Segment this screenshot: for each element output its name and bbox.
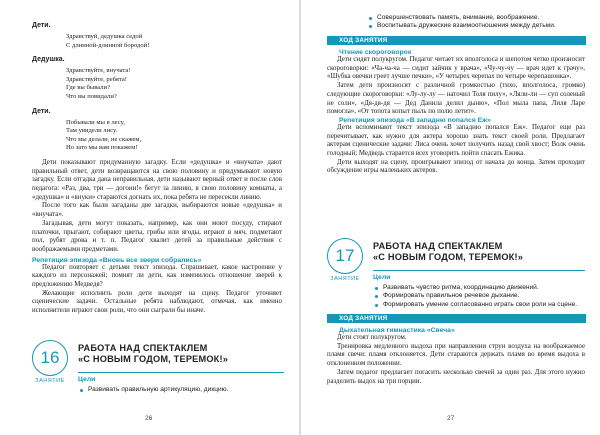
paragraph: Желающие исполнить роли дети выходят на сцену. Педагог уточняет сценические задачи. Остальные ребята наблюдают, отмечая, как именно исполнители играют свои роли, что они сыграли бы иначе. [32,289,282,315]
paragraph: Дети стоят полукругом. [337,334,407,341]
goal-item: Развивать правильную артикуляцию, дикцию. [78,386,284,394]
lesson-title: РАБОТА НАД СПЕКТАКЛЕМ «С НОВЫМ ГОДОМ, ТЕРЕМОК!» [78,343,229,364]
goal-item: Развивать чувство ритма, координацию движений. [373,284,585,292]
paragraph: Затем дети произносят с различной громкостью (тихо, вполголоса, громко) следующие скороговорки: «Лу-лу-лу — наточил Толя пилу», «Ляли-ли — суп соленый не соли», «Дя-дя-дя — Дед Данила делил дыню», «Пол мыла папа, Лиля Ларе помогла», «От топота копыт пыль по полю летит». [327,82,585,116]
paragraph: Тренировка медленного выдоха при направлении струи воздуха на воображаемое пламя свечи: пламя отклоняется. Дети стараются держать пламя во время выдоха в отклоненном положении. [327,342,585,368]
right-page [301,0,600,435]
lesson-caption: ЗАНЯТИЕ [330,276,360,282]
lesson-caption: ЗАНЯТИЕ [35,378,65,384]
top-goals-list [367,14,585,31]
right-text-column [327,49,585,176]
paragraph: Дети сидят полукругом. Педагог читает их вполголоса и шепотом четко произносит скороговорки: «Ча-ча-ча — сидит зайчик у врача», «Чу-чу-чу — врач идет к грачу», «Шубка овечки греет лучше печки», «У четырех черепах по четыре черепашонка». [327,56,585,81]
goals-list [78,386,284,394]
paragraph: Дети выходят на сцену, проигрывают эпизод от начала до конца. Затем проходит обсуждение игры маленьких актеров. [327,158,585,175]
goals-label: Цели [78,376,96,383]
goals-list [373,284,585,309]
page-number: 26 [145,415,153,422]
poem-role-children: Дети. [32,107,51,115]
section-bar: ХОД ЗАНЯТИЯ [327,314,586,323]
paragraph: Дети вспоминают текст эпизода «В западню попался Еж». Педагог еще раз перечитывает, как нужно для актера хорошо знать текст своей роли. Предлагает актерам сценические задачи: Лиса очень хочет получить назад свой хвост; Волк очень голодный; Медведь старается всех уговорить пойти спасать Ежика. [327,123,585,158]
poem-role-grandfather: Дедушка. [32,56,65,64]
poem-verse: Здравствуй, дедушка седой С длинной-длинной бородой! [66,33,150,49]
poem-role-children: Дети. [32,22,51,29]
paragraph: После того как были загаданы две загадки, выбираются новые «дедушка» и «внучата». [32,202,282,219]
subheading: Чтение скороговорок [339,49,412,56]
poem-verse: Побывали мы в лесу, Там увидели лису. Что мы делали, не скажем, Но зато мы вам покажем! [66,118,142,152]
paragraph: Загадывая, дети могут показать, например, как они моют посуду, стирают платочки, прыгают, собирают цветы, грибы или ягоды, играют в мяч, подметают пол, рубят дрова и т. п. Педагог хвалит детей за правильные действия с воображаемыми предметами. [32,219,282,253]
subheading: Репетиция эпизода «В западню попался Еж» [339,116,491,124]
lesson-number-circle: 17 [327,238,363,274]
divider-line [373,270,585,271]
goal-item: Формировать умение согласованно играть свои роли на сцене. [373,301,585,309]
section-bar: ХОД ЗАНЯТИЯ [327,36,586,45]
divider-line [78,372,284,373]
goal-item: Воспитывать дружеские взаимоотношения между детьми. [367,22,585,30]
right-text-column-2 [327,327,585,386]
goal-item: Формировать правильное речевое дыхание. [373,292,585,300]
paragraph: Затем педагог предлагает погасить несколько свечей за один раз. Для этого нужно разделить выдох на три порции. [327,368,585,385]
paragraph: Педагог повторяет с детьми текст эпизода. Спрашивает, какое настроение у каждого из персонажей; помнят ли дети, как изменилось отношение зверей к предложению Медведя? [32,263,282,289]
page-number: 27 [447,415,455,422]
paragraph: Дети показывают придуманную загадку. Если «дедушка» и «внучата» дают правильный ответ, дети возвращаются на свою половину и придумывают новую загадку. Если отгадка дана неправильная, дети называют верный ответ и после слов педагога: «Раз, два, три — догони!» бегут за линию, в свою половину комнаты, а «дедушка» и «внуки» стараются догнать их, пока ребята не пересекли линию. [32,158,282,201]
left-page [0,0,299,435]
subheading: Репетиция эпизода «Вновь все звери собрались» [32,256,202,264]
goal-item: Совершенствовать память, внимание, воображение. [367,14,585,22]
subheading: Дыхательная гимнастика «Свеча» [339,327,455,334]
lesson-title: РАБОТА НАД СПЕКТАКЛЕМ «С НОВЫМ ГОДОМ, ТЕРЕМОК!» [373,241,524,262]
poem-verse: Здравствуйте, внучата! Здравствуйте, ребята! Где вы бывали? Что вы повидали? [66,67,131,100]
goals-label: Цели [373,274,391,281]
lesson-number-circle: 16 [32,340,68,376]
left-text-column [32,22,282,316]
